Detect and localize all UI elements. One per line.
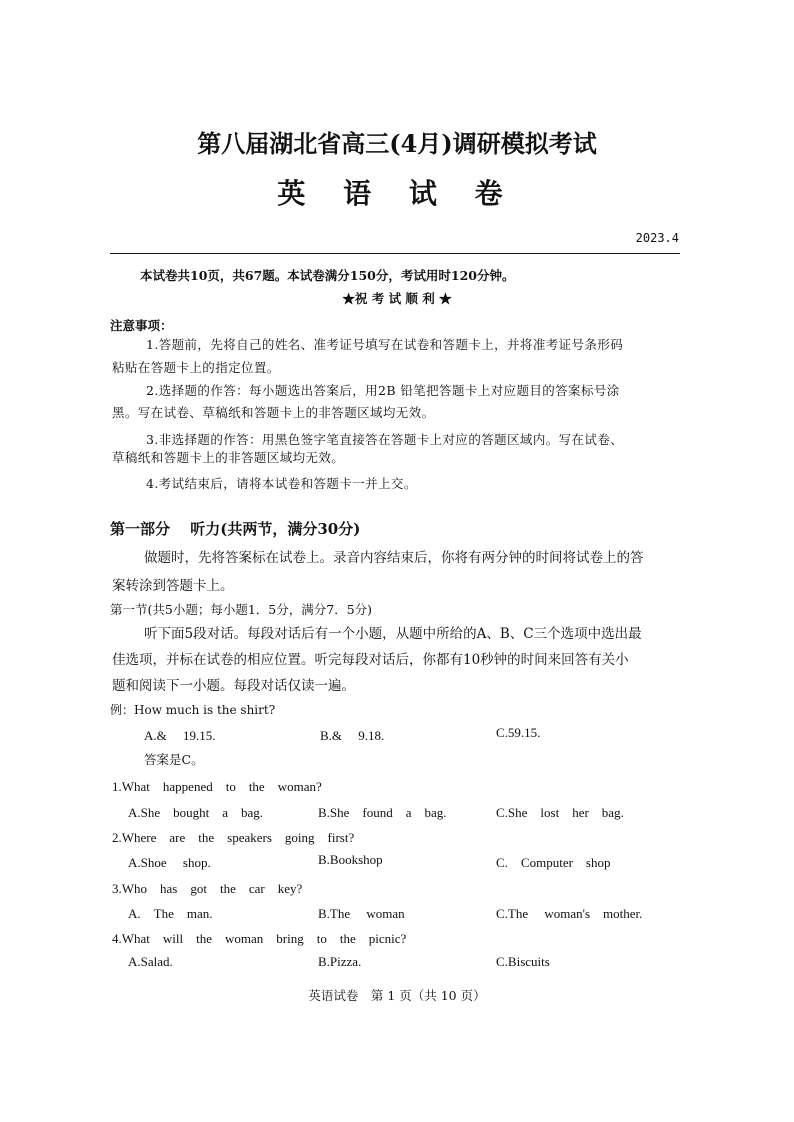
page-footer: 英语试卷 第 1 页（共 10 页） [308,988,486,1003]
question-2: 2.Where are the speakers going first? [112,830,355,845]
header-divider [110,253,680,254]
example-question-text: 例：How much is the shirt? [110,703,276,717]
part-1-instruction-line-1: 做题时，先将答案标在试卷上。录音内容结束后，你将有两分钟的时间将试卷上的答 [144,550,644,566]
question-4: 4.What will the woman bring to the picnic? [112,931,407,946]
question-4-option-c: C.Biscuits [496,954,550,969]
note-3-line-1: 3.非选择题的作答：用黑色签字笔直接答在答题卡上对应的答题区域内。写在试卷、 [146,432,624,447]
example-option-b: B.& 9.18. [320,728,385,743]
good-luck-banner: ★祝 考 试 顺 利 ★ [342,291,452,306]
question-2-option-a: A.Shoe shop. [128,855,211,870]
question-3-option-b: B.The woman [318,906,405,921]
question-4-option-b: B.Pizza. [318,954,362,969]
part-1-instruction-line-2: 案转涂到答题卡上。 [112,578,234,594]
question-3: 3.Who has got the car key? [112,881,303,896]
question-2-option-c: C. Computer shop [496,855,611,870]
part-1-heading: 第一部分 听力(共两节，满分30分) [110,520,361,538]
question-3-option-c: C.The woman's mother. [496,906,643,921]
section-1-heading: 第一节(共5小题；每小题1．5分，满分7．5分) [110,602,373,617]
example-option-a: A.& 19.15. [144,728,216,743]
question-2-option-b: B.Bookshop [318,852,383,867]
question-3-option-a: A. The man. [128,906,213,921]
question-1-option-c: C.She lost her bag. [496,805,624,820]
note-1-line-1: 1.答题前，先将自己的姓名、准考证号填写在试卷和答题卡上，并将准考证号条形码 [146,337,624,352]
exam-summary: 本试卷共10页，共67题。本试卷满分150分，考试用时120分钟。 [140,268,515,283]
note-2-line-2: 黑。写在试卷、草稿纸和答题卡上的非答题区域均无效。 [112,405,435,420]
example-option-c: C.59.15. [496,725,541,740]
notes-heading: 注意事项： [110,318,173,333]
exam-date: 2023.4 [635,231,679,245]
note-2-line-1: 2.选择题的作答：每小题选出答案后，用2B 铅笔把答题卡上对应题目的答案标号涂 [146,383,620,398]
exam-subject-title: 英 语 试 卷 [277,177,517,210]
example-question [110,701,275,718]
question-1: 1.What happened to the woman? [112,779,322,794]
question-4-option-a: A.Salad. [128,954,173,969]
exam-title: 第八届湖北省高三(4月)调研模拟考试 [197,129,597,158]
section-1-instruction-line-2: 佳选项，并标在试卷的相应位置。听完每段对话后，你都有10秒钟的时间来回答有关小 [112,652,629,668]
section-1-instruction-line-1: 听下面5段对话。每段对话后有一个小题，从题中所给的A、B、C三个选项中选出最 [144,626,642,642]
note-3-line-2: 草稿纸和答题卡上的非答题区域均无效。 [112,450,345,465]
example-answer: 答案是C。 [144,752,204,767]
section-1-instruction-line-3: 题和阅读下一小题。每段对话仅读一遍。 [112,678,355,694]
note-1-line-2: 粘贴在答题卡上的指定位置。 [112,360,280,375]
question-1-option-a: A.She bought a bag. [128,805,264,820]
note-4: 4.考试结束后，请将本试卷和答题卡一并上交。 [146,476,417,491]
question-1-option-b: B.She found a bag. [318,805,447,820]
